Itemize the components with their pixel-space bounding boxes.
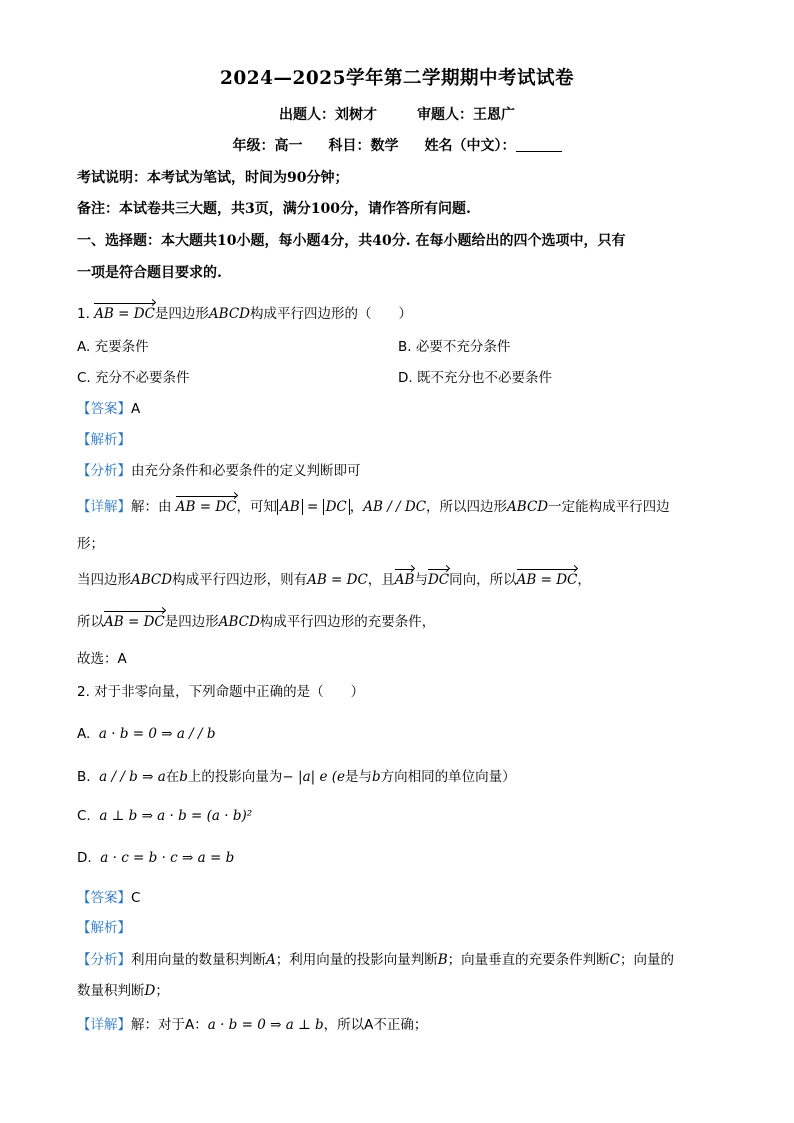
q2-option-b-m3: − |a| e (e: [282, 769, 345, 785]
q1-detail1-a: 解：由: [131, 499, 172, 515]
q2-option-b-m2: b: [179, 769, 188, 785]
q2-fenxi1-b: ；利用向量的投影向量判断: [275, 952, 438, 968]
q2-option-b-t2: 上的投影向量为: [187, 769, 283, 785]
q1-detail-line3: [77, 568, 727, 588]
q1-detail1-abs2: DC: [323, 499, 350, 515]
reviewer: 审题人：王恩广: [417, 107, 515, 123]
q2-option-b-label: B.: [77, 769, 91, 785]
q2-answer-tag: 【答案】: [77, 890, 131, 906]
q2-detail1-m1: a · b = 0 ⇒ a ⊥ b: [207, 1017, 324, 1033]
q1-option-a: A. 充要条件: [77, 339, 149, 355]
q1-detail3-f: ，: [577, 572, 591, 588]
q1-detail3-m2: AB = DC: [307, 572, 368, 588]
q2-option-b-math1: a / / b ⇒ a: [99, 769, 166, 785]
q1-detail1-m1: AB = DC: [175, 499, 237, 515]
q1-detail1-c: ，: [349, 499, 364, 515]
q1-detail1-abs1: AB: [277, 499, 303, 515]
q2-detail1-a: 解：对于A：: [131, 1017, 208, 1033]
name-label: 姓名（中文）：: [424, 138, 516, 154]
section-heading-line1: 一、选择题：本大题共10小题，每小题4分，共40分. 在每小题给出的四个选项中，只有: [77, 233, 626, 249]
q1-detail-line1: [77, 495, 727, 515]
q1-answer: [77, 397, 727, 417]
q2-analysis: [77, 916, 727, 936]
q1-detail1-e: 一定能构成平行四边: [548, 499, 670, 515]
q1-detail-tag: 【详解】: [77, 499, 131, 515]
q2-fenxi1-a: 利用向量的数量积判断: [131, 952, 266, 968]
q2-option-b: [77, 765, 727, 785]
q2-detail1-b: ，所以A不正确；: [323, 1017, 428, 1033]
q1-option-b: B. 必要不充分条件: [398, 339, 511, 355]
q1-detail4-m1: AB = DC: [104, 614, 165, 630]
q2-option-c-label: C.: [77, 808, 91, 824]
q1-detail3-m3: AB: [394, 572, 415, 588]
q2-fenxi1-m3: C: [609, 952, 621, 968]
subject: 科目：数学: [328, 138, 399, 154]
q2-option-a-math: a · b = 0 ⇒ a / / b: [98, 726, 216, 742]
q2-fenxi1-m1: A: [266, 952, 276, 968]
q1-detail4-m2: ABCD: [218, 614, 260, 630]
section-heading-line2: 一项是符合题目要求的.: [77, 265, 222, 281]
q1-fenxi: [77, 459, 727, 479]
q2-fenxi1-d: ；向量的: [620, 952, 675, 968]
q1-detail3-b: 构成平行四边形，则有: [172, 572, 308, 588]
q1-analysis: [77, 428, 727, 448]
q1-fenxi-text: 由充分条件和必要条件的定义判断即可: [131, 463, 361, 479]
q2-answer: [77, 886, 727, 906]
q2-fenxi2-m1: D: [144, 983, 156, 999]
q1-detail3-c: ，且: [367, 572, 395, 588]
q1-shape: ABCD: [208, 306, 250, 322]
q2-option-a: [77, 726, 727, 742]
q1-detail4-a: 所以: [77, 614, 104, 630]
q2-fenxi-line1: [77, 948, 727, 968]
q2-fenxi1-m2: B: [437, 952, 448, 968]
q1-fenxi-tag: 【分析】: [77, 463, 131, 479]
exam-instruction: 考试说明：本考试为笔试，时间为90分钟；: [77, 170, 349, 186]
q2-option-b-t4: 方向相同的单位向量）: [380, 769, 516, 785]
q1-text-b: 构成平行四边形的（ ）: [249, 306, 412, 322]
q1-option-d: D. 既不充分也不必要条件: [398, 370, 552, 386]
exam-title: 2024—2025学年第二学期期中考试试卷: [220, 68, 574, 89]
q2-fenxi1-c: ；向量垂直的充要条件判断: [447, 952, 610, 968]
q2-option-c-math: a ⊥ b ⇒ a · b = (a · b)²: [99, 808, 253, 824]
q2-fenxi2-a: 数量积判断: [77, 983, 145, 999]
q1-number: 1.: [77, 306, 90, 322]
q1-detail3-m5: AB = DC: [516, 572, 578, 588]
q1-detail3-a: 当四边形: [77, 572, 131, 588]
exam-remark: 备注：本试卷共三大题，共3页，满分100分，请作答所有问题.: [77, 201, 471, 217]
q2-detail-tag: 【详解】: [77, 1017, 131, 1033]
q2-option-d-label: D.: [77, 850, 92, 866]
q2-answer-value: C: [131, 890, 141, 906]
q1-detail3-d: 与: [414, 572, 428, 588]
q1-answer-value: A: [131, 401, 141, 417]
q2-fenxi2-b: ；: [155, 983, 169, 999]
q2-option-c: [77, 808, 727, 824]
q1-analysis-tag: 【解析】: [77, 432, 131, 448]
q1-stem: [77, 302, 727, 322]
q1-detail1-d: ，所以四边形: [426, 499, 508, 515]
setter: 出题人：刘树才: [279, 107, 377, 123]
q2-option-b-t3: 是与: [345, 769, 372, 785]
q1-option-c: C. 充分不必要条件: [77, 370, 190, 386]
q2-option-a-label: A.: [77, 726, 91, 742]
q1-detail3-m4: DC: [427, 572, 450, 588]
q2-option-d-math: a · c = b · c ⇒ a = b: [100, 850, 235, 866]
q1-detail1-m2: AB / / DC: [363, 499, 427, 515]
q2-option-b-m4: b: [372, 769, 381, 785]
q2-option-d: [77, 850, 727, 866]
q2-fenxi-tag: 【分析】: [77, 952, 131, 968]
q1-conclusion: 故选：A: [77, 651, 127, 667]
q1-detail3-m1: ABCD: [131, 572, 173, 588]
name-blank[interactable]: [516, 137, 562, 152]
grade: 年级：高一: [232, 138, 303, 154]
q1-detail1-b: ，可知: [236, 499, 278, 515]
q1-detail-line2: 形；: [77, 536, 104, 552]
q2-analysis-tag: 【解析】: [77, 920, 131, 936]
q2-detail-line1: [77, 1013, 727, 1033]
q1-detail1-m3: ABCD: [507, 499, 549, 515]
q1-math: AB = DC: [94, 306, 155, 322]
authors-line: [0, 104, 794, 124]
q1-detail1-eq: =: [306, 499, 319, 515]
q2-fenxi-line2: [77, 979, 727, 999]
q1-text-a: 是四边形: [154, 306, 209, 322]
q1-detail4-b: 是四边形: [164, 614, 219, 630]
meta-line: [0, 135, 794, 155]
q1-detail4-c: 构成平行四边形的充要条件，: [259, 614, 436, 630]
q1-detail-line4: [77, 610, 727, 630]
q2-option-b-t1: 在: [165, 769, 180, 785]
q2-stem: 2. 对于非零向量，下列命题中正确的是（ ）: [77, 684, 365, 700]
q1-detail3-e: 同向，所以: [449, 572, 517, 588]
q1-answer-tag: 【答案】: [77, 401, 131, 417]
